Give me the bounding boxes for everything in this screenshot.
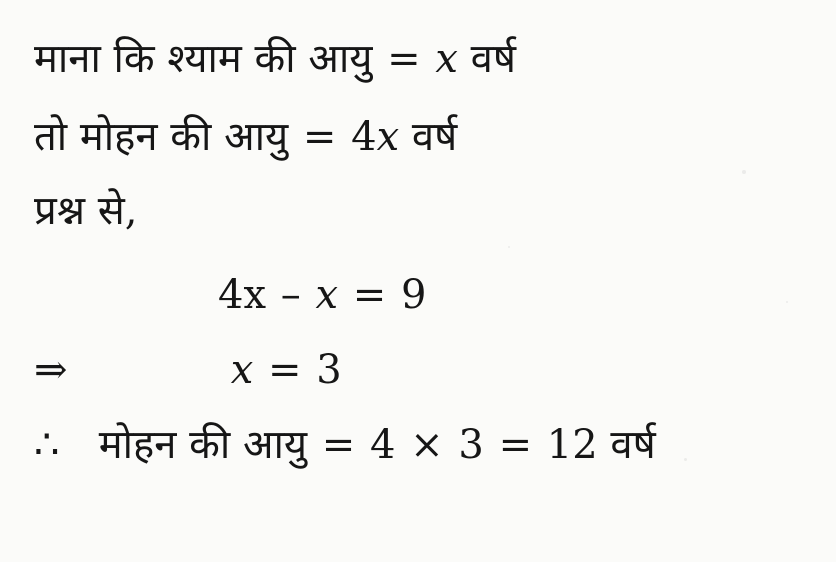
question-reference-line bbox=[34, 186, 138, 236]
variable-x: x bbox=[315, 272, 339, 318]
term-4x: 4x bbox=[218, 272, 267, 318]
equals-sign: = bbox=[302, 114, 337, 160]
factor-2: 3 bbox=[458, 422, 484, 468]
implication-line bbox=[34, 345, 342, 395]
equals-sign: = bbox=[387, 36, 421, 82]
assumption-line-2 bbox=[34, 112, 457, 162]
assumption-line-1 bbox=[34, 34, 516, 84]
solution-value: 3 bbox=[316, 347, 342, 393]
equals-sign: = bbox=[352, 272, 387, 318]
times-sign: × bbox=[410, 422, 444, 468]
therefore-icon: ∴ bbox=[34, 422, 60, 468]
conclusion-line bbox=[34, 420, 656, 470]
unit-text: वर्ष bbox=[470, 36, 517, 82]
paper-speck bbox=[786, 301, 788, 303]
unit-text: वर्ष bbox=[411, 114, 458, 160]
paper-speck bbox=[742, 170, 746, 174]
variable-x: x bbox=[435, 36, 458, 82]
minus-sign: – bbox=[280, 272, 301, 318]
equation-result: 9 bbox=[400, 272, 427, 318]
relation-text: तो मोहन की आयु bbox=[34, 114, 289, 160]
equals-sign: = bbox=[498, 422, 533, 468]
variable-x: x bbox=[376, 114, 400, 160]
question-reference-text: प्रश्न से, bbox=[34, 188, 138, 234]
unit-text: वर्ष bbox=[610, 422, 656, 468]
variable-x: x bbox=[230, 347, 254, 393]
equation-line bbox=[218, 270, 426, 320]
coefficient: 4 bbox=[351, 114, 377, 160]
paper-speck bbox=[684, 458, 687, 461]
assumption-text: माना कि श्याम की आयु bbox=[34, 36, 373, 82]
conclusion-text: मोहन की आयु bbox=[98, 422, 308, 468]
equals-sign: = bbox=[321, 422, 356, 468]
final-result: 12 bbox=[546, 422, 598, 468]
factor-1: 4 bbox=[369, 422, 396, 468]
implies-arrow-icon: ⇒ bbox=[34, 347, 68, 393]
equals-sign: = bbox=[268, 347, 302, 393]
paper-speck bbox=[508, 246, 510, 248]
